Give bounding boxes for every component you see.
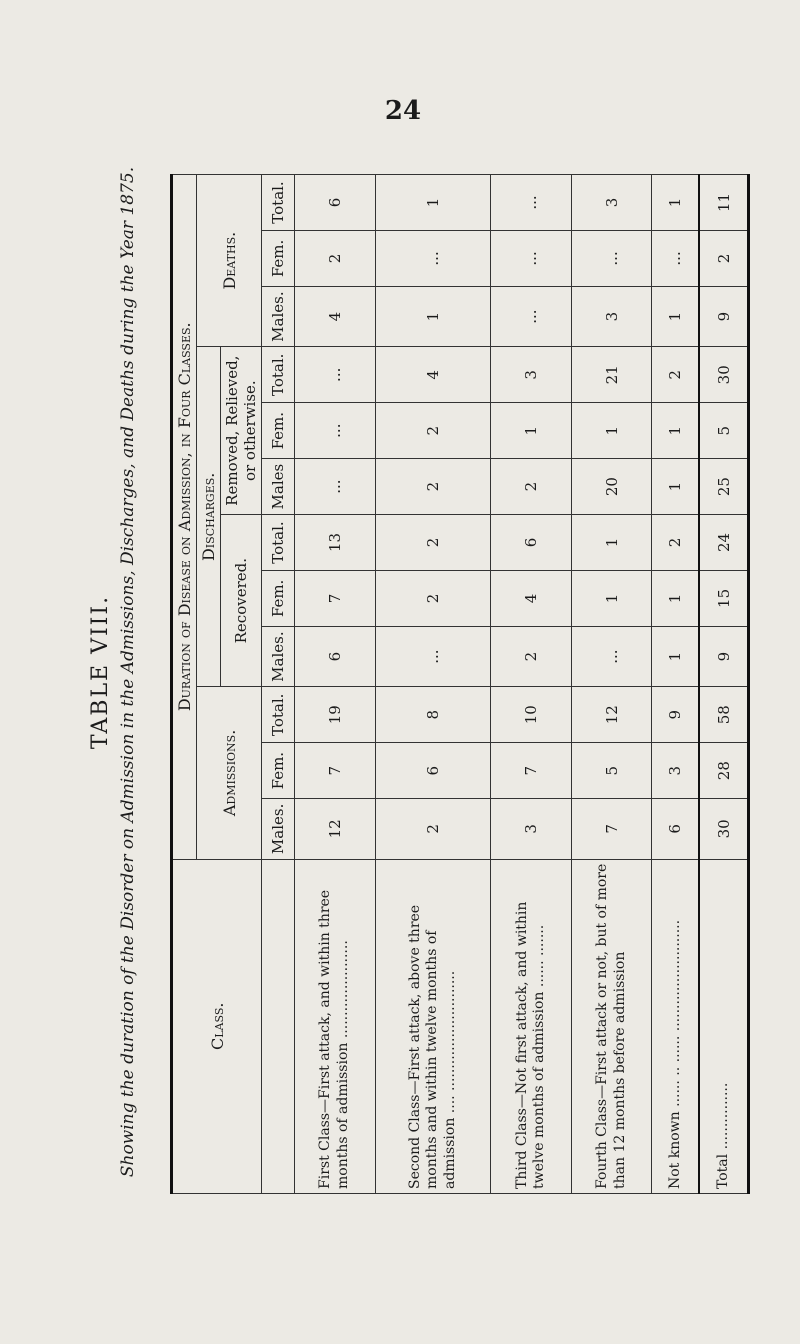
table-title: TABLE VIII. [88,594,113,750]
cell-rem-total: 30 [699,347,748,403]
row-label: Second Class—First attack, above three months and within twelve months of admission .... ........................... [375,859,491,1193]
table-row [571,175,652,1194]
row-label: Not known ...... .. ...... ......................... [652,859,699,1193]
cell-adm-total: 19 [295,687,376,743]
cell-adm-fem: 5 [571,743,652,799]
cell-dth-fem: ... [571,230,652,286]
cell-dth-fem: ... [652,230,699,286]
cell-adm-fem: 6 [375,743,491,799]
cell-rem-males: 1 [652,459,699,515]
cell-rec-males: 9 [699,626,748,686]
row-label: Fourth Class—First attack or not, but of more than 12 months before admission [571,859,652,1193]
cell-rec-total: 13 [295,515,376,571]
col-rec-males: Males. [262,626,295,686]
cell-rem-fem: 2 [375,403,491,459]
cell-rec-males: 6 [295,626,376,686]
cell-rec-fem: 15 [699,570,748,626]
cell-adm-total: 12 [571,687,652,743]
table-subtitle: Showing the duration of the Disorder on Admission in the Admissions, Discharges, and Deaths during the Year 1875. [118,166,138,1178]
cell-dth-fem: ... [491,230,572,286]
cell-rec-total: 1 [571,515,652,571]
cell-dth-fem: 2 [295,230,376,286]
cell-rem-males: 25 [699,459,748,515]
cell-rem-total: 21 [571,347,652,403]
col-rem-fem: Fem. [262,403,295,459]
header-removed: Removed, Relieved, or otherwise. [221,347,262,515]
table-container [170,174,750,1194]
cell-rem-fem: 1 [491,403,572,459]
cell-rem-fem: 1 [652,403,699,459]
cell-rec-males: 2 [491,626,572,686]
cell-rem-total: 4 [375,347,491,403]
duration-table [170,174,750,1194]
cell-rem-fem: ... [295,403,376,459]
cell-adm-males: 6 [652,799,699,859]
cell-dth-total: 1 [375,175,491,231]
cell-adm-total: 10 [491,687,572,743]
cell-dth-fem: 2 [699,230,748,286]
cell-rem-total: ... [295,347,376,403]
cell-adm-fem: 28 [699,743,748,799]
cell-dth-total: 3 [571,175,652,231]
cell-rec-total: 2 [652,515,699,571]
cell-rec-fem: 4 [491,570,572,626]
table-row [491,175,572,1194]
cell-dth-males: 1 [652,286,699,346]
table-row [375,175,491,1194]
cell-adm-total: 58 [699,687,748,743]
cell-adm-males: 12 [295,799,376,859]
table-row [652,175,699,1194]
cell-rem-total: 3 [491,347,572,403]
total-row [699,175,748,1194]
cell-rec-total: 2 [375,515,491,571]
cell-adm-fem: 7 [491,743,572,799]
col-dth-fem: Fem. [262,230,295,286]
cell-rem-total: 2 [652,347,699,403]
col-rec-fem: Fem. [262,570,295,626]
header-discharges: Discharges. [197,347,221,687]
col-rec-total: Total. [262,515,295,571]
header-admissions: Admissions. [197,687,262,859]
cell-adm-males: 3 [491,799,572,859]
cell-rem-fem: 5 [699,403,748,459]
col-adm-males: Males. [262,799,295,859]
cell-dth-fem: ... [375,230,491,286]
table-row [295,175,376,1194]
cell-dth-total: 11 [699,175,748,231]
col-adm-fem: Fem. [262,743,295,799]
cell-dth-total: ... [491,175,572,231]
row-label: Third Class—Not first attack, and within twelve months of admission ...... ....... [491,859,572,1193]
cell-adm-males: 7 [571,799,652,859]
cell-adm-fem: 3 [652,743,699,799]
cell-adm-total: 9 [652,687,699,743]
cell-dth-total: 1 [652,175,699,231]
cell-rem-males: 20 [571,459,652,515]
col-adm-total: Total. [262,687,295,743]
header-blank [262,859,295,1193]
cell-rec-males: ... [571,626,652,686]
cell-rec-fem: 1 [571,570,652,626]
col-rem-males: Males [262,459,295,515]
row-label-total: Total ............... [699,859,748,1193]
header-class: Class. [172,859,262,1193]
cell-dth-males: 9 [699,286,748,346]
cell-rec-males: 1 [652,626,699,686]
cell-rec-total: 6 [491,515,572,571]
page-number: 24 [384,96,422,126]
cell-dth-males: 3 [571,286,652,346]
cell-adm-males: 30 [699,799,748,859]
cell-rem-males: 2 [375,459,491,515]
cell-rec-fem: 2 [375,570,491,626]
cell-rec-fem: 1 [652,570,699,626]
cell-rem-males: ... [295,459,376,515]
cell-dth-total: 6 [295,175,376,231]
header-deaths: Deaths. [197,175,262,347]
cell-dth-males: 4 [295,286,376,346]
col-rem-total: Total. [262,347,295,403]
cell-adm-males: 2 [375,799,491,859]
cell-adm-total: 8 [375,687,491,743]
row-label: First Class—First attack, and within three months of admission ...................... [295,859,376,1193]
header-recovered: Recovered. [221,515,262,687]
col-dth-total: Total. [262,175,295,231]
cell-rem-fem: 1 [571,403,652,459]
cell-rec-fem: 7 [295,570,376,626]
cell-rem-males: 2 [491,459,572,515]
cell-rec-total: 24 [699,515,748,571]
table-caption: Duration of Disease on Admission, in Four Classes. [172,175,197,860]
cell-adm-fem: 7 [295,743,376,799]
cell-dth-males: 1 [375,286,491,346]
cell-dth-males: ... [491,286,572,346]
cell-rec-males: ... [375,626,491,686]
col-dth-males: Males. [262,286,295,346]
